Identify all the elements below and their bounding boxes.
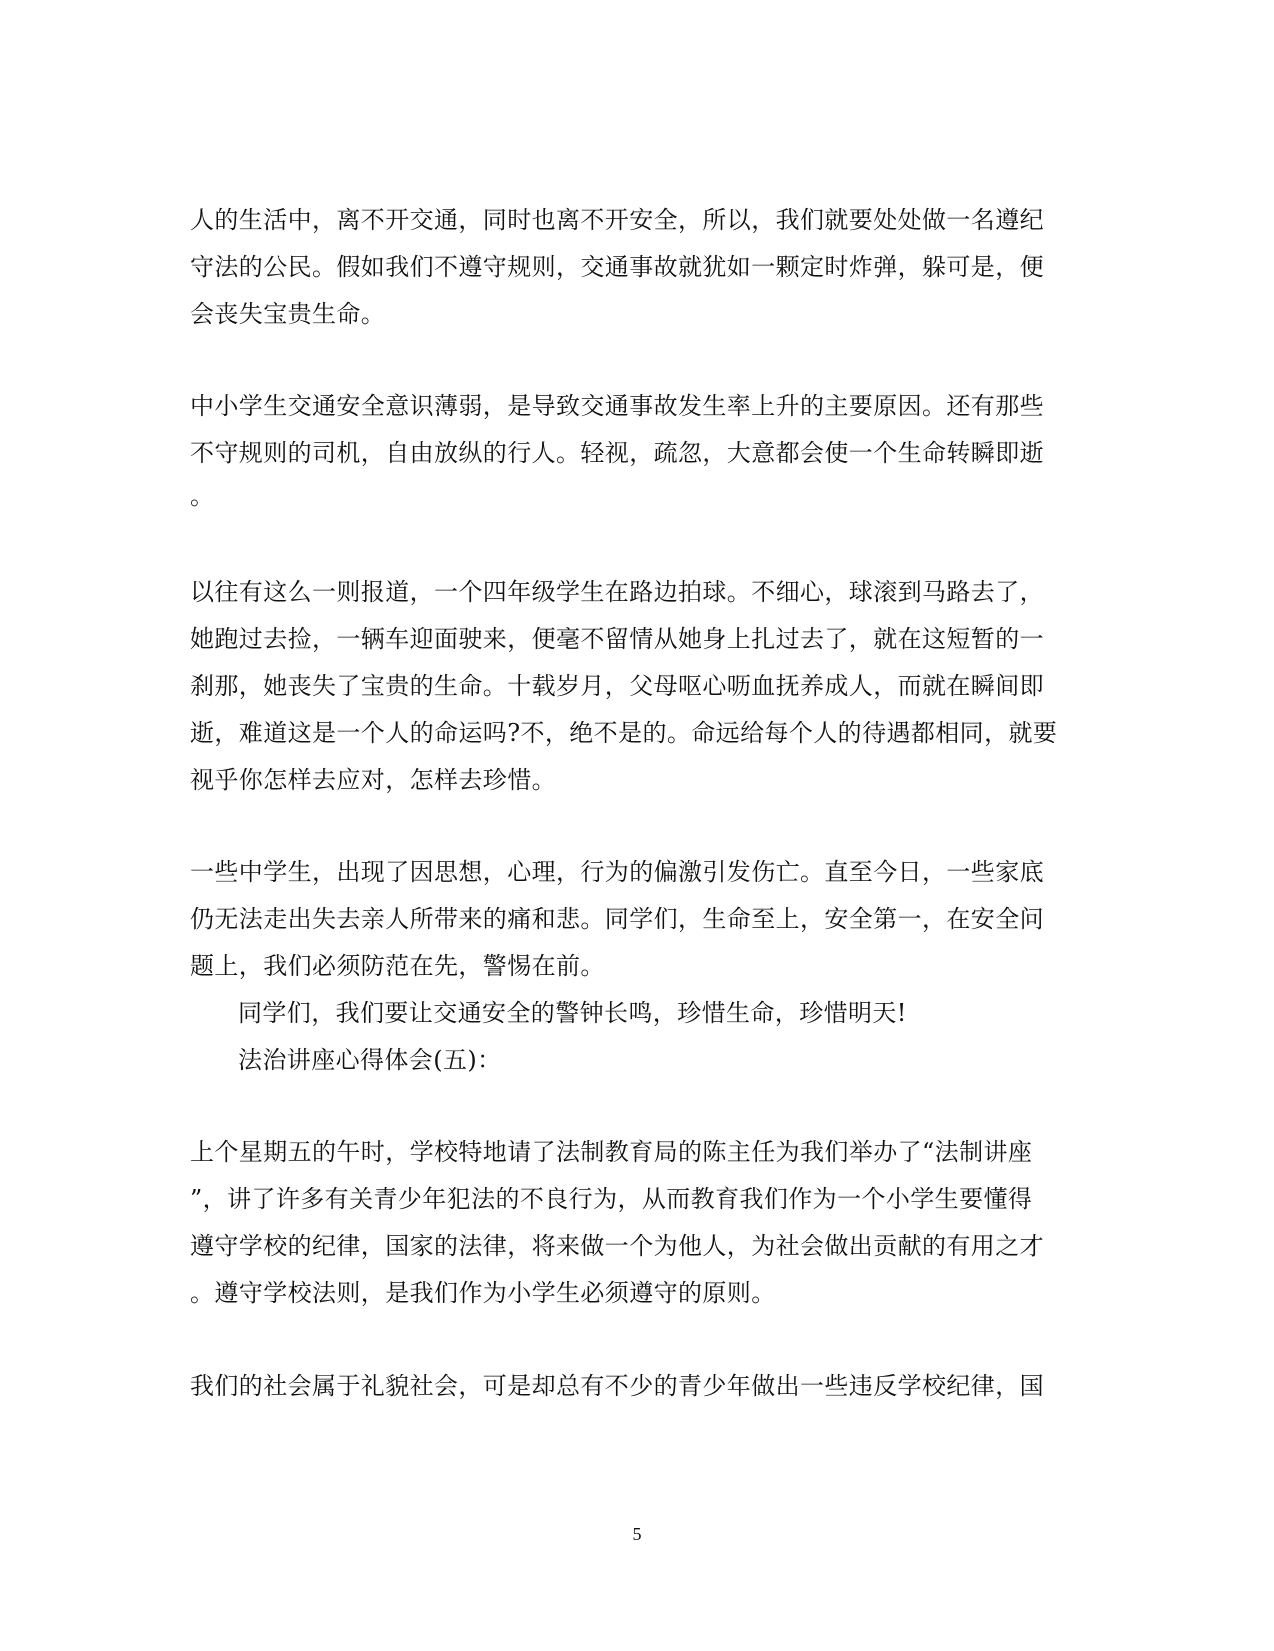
paragraph-5-line-1: 上个星期五的午时，学校特地请了法制教育局的陈主任为我们举办了“法制讲座 (190, 1138, 1033, 1166)
paragraph-1-line-2: 守法的公民。假如我们不遵守规则，交通事故就犹如一颗定时炸弹，躲可是，便 (190, 253, 1044, 281)
paragraph-1-line-3: 会丧失宝贵生命。 (190, 300, 386, 328)
paragraph-5-line-3: 遵守学校的纪律，国家的法律，将来做一个为他人，为社会做出贡献的有用之才 (190, 1232, 1044, 1260)
paragraph-1-line-1: 人的生活中，离不开交通，同时也离不开安全，所以，我们就要处处做一名遵纪 (190, 206, 1044, 234)
paragraph-2-line-1: 中小学生交通安全意识薄弱，是导致交通事故发生率上升的主要原因。还有那些 (190, 392, 1044, 420)
closing-line: 同学们，我们要让交通安全的警钟长鸣，珍惜生命，珍惜明天! (238, 999, 907, 1027)
paragraph-5-line-4: 。遵守学校法则，是我们作为小学生必须遵守的原则。 (190, 1279, 776, 1307)
paragraph-6-line-1: 我们的社会属于礼貌社会，可是却总有不少的青少年做出一些违反学校纪律，国 (190, 1372, 1044, 1400)
page-number: 5 (632, 1524, 642, 1544)
section-heading: 法治讲座心得体会(五)： (238, 1046, 502, 1074)
paragraph-3-line-4: 逝，难道这是一个人的命运吗?不，绝不是的。命远给每个人的待遇都相同，就要 (190, 719, 1058, 747)
paragraph-3-line-3: 刹那，她丧失了宝贵的生命。十载岁月，父母呕心呖血抚养成人，而就在瞬间即 (190, 672, 1044, 700)
paragraph-3-line-1: 以往有这么一则报道，一个四年级学生在路边拍球。不细心，球滚到马路去了， (190, 578, 1044, 606)
paragraph-4-line-3: 题上，我们必须防范在先，警惕在前。 (190, 952, 605, 980)
paragraph-3-line-2: 她跑过去捡，一辆车迎面驶来，便毫不留情从她身上扎过去了，就在这短暂的一 (190, 625, 1044, 653)
paragraph-2-line-3: 。 (190, 482, 215, 510)
paragraph-5-line-2: ”，讲了许多有关青少年犯法的不良行为，从而教育我们作为一个小学生要懂得 (190, 1185, 1033, 1213)
paragraph-3-line-5: 视乎你怎样去应对，怎样去珍惜。 (190, 766, 556, 794)
paragraph-4-line-2: 仍无法走出失去亲人所带来的痛和悲。同学们，生命至上，安全第一，在安全问 (190, 905, 1044, 933)
paragraph-4-line-1: 一些中学生，出现了因思想，心理，行为的偏激引发伤亡。直至今日，一些家底 (190, 858, 1044, 886)
paragraph-2-line-2: 不守规则的司机，自由放纵的行人。轻视，疏忽，大意都会使一个生命转瞬即逝 (190, 439, 1044, 467)
